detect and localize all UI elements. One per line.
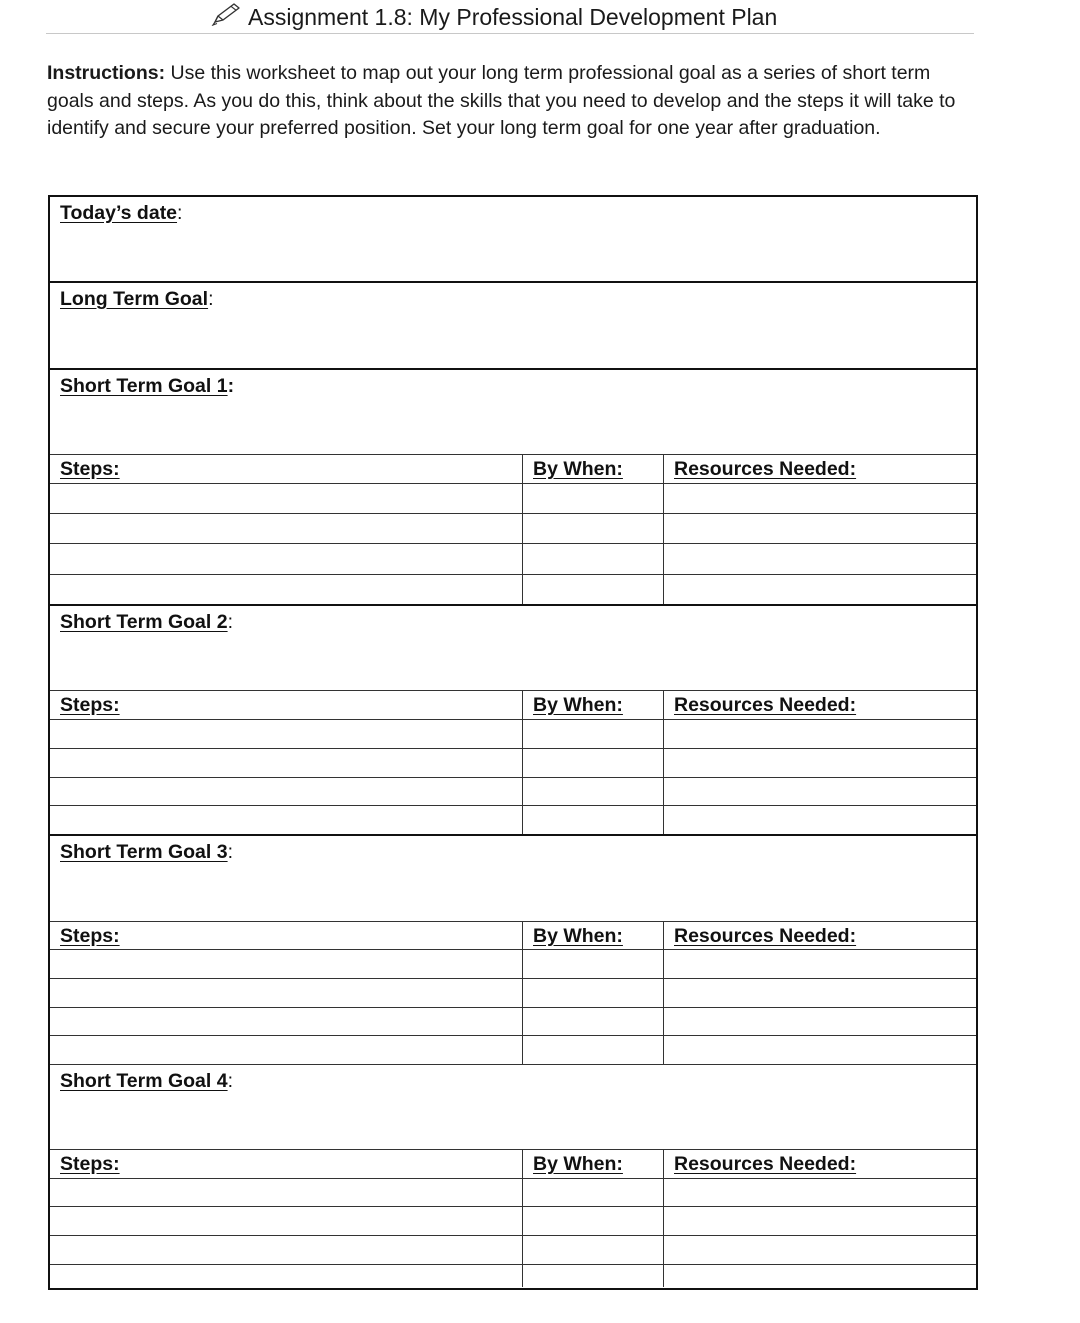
by-when-cell[interactable]	[523, 575, 664, 604]
pencil-icon	[210, 2, 242, 32]
steps-header-row	[50, 1150, 976, 1179]
steps-header: Steps:	[60, 1153, 120, 1175]
step-row[interactable]	[50, 1236, 976, 1265]
resources-needed-header: Resources Needed:	[674, 458, 857, 480]
by-when-cell[interactable]	[523, 720, 664, 748]
resources-cell[interactable]	[664, 1008, 976, 1035]
step-cell[interactable]	[50, 749, 523, 777]
by-when-cell[interactable]	[523, 749, 664, 777]
page-title	[210, 2, 777, 32]
step-cell[interactable]	[50, 514, 523, 543]
by-when-cell[interactable]	[523, 484, 664, 513]
step-row[interactable]	[50, 544, 976, 606]
short-term-goal-row[interactable]	[50, 606, 976, 691]
steps-header: Steps:	[60, 925, 120, 947]
step-cell[interactable]	[50, 1207, 523, 1235]
step-cell[interactable]	[50, 1179, 523, 1206]
by-when-cell[interactable]	[523, 1179, 664, 1206]
short-term-goal-row[interactable]	[50, 1065, 976, 1150]
by-when-cell[interactable]	[523, 1236, 664, 1264]
step-row[interactable]	[50, 979, 976, 1008]
steps-header-row	[50, 691, 976, 720]
steps-header-row	[50, 922, 976, 950]
resources-cell[interactable]	[664, 514, 976, 543]
step-cell[interactable]	[50, 1036, 523, 1064]
short-term-goal-label: Short Term Goal 3:	[60, 841, 234, 863]
by-when-header: By When:	[533, 458, 623, 480]
resources-cell[interactable]	[664, 979, 976, 1007]
by-when-header: By When:	[533, 925, 623, 947]
step-cell[interactable]	[50, 806, 523, 834]
step-row[interactable]	[50, 778, 976, 806]
resources-cell[interactable]	[664, 1036, 976, 1064]
resources-cell[interactable]	[664, 720, 976, 748]
resources-cell[interactable]	[664, 749, 976, 777]
step-cell[interactable]	[50, 1236, 523, 1264]
short-term-goal-label: Short Term Goal 1:	[60, 375, 235, 397]
step-row[interactable]	[50, 1207, 976, 1236]
step-row[interactable]	[50, 720, 976, 749]
steps-header: Steps:	[60, 694, 120, 716]
resources-cell[interactable]	[664, 778, 976, 805]
instructions-label: Instructions:	[47, 62, 166, 84]
step-row[interactable]	[50, 1008, 976, 1036]
step-cell[interactable]	[50, 484, 523, 513]
step-row[interactable]	[50, 749, 976, 778]
resources-needed-header: Resources Needed:	[674, 1153, 857, 1175]
step-cell[interactable]	[50, 720, 523, 748]
resources-cell[interactable]	[664, 1265, 976, 1287]
development-plan-table	[48, 195, 978, 1290]
by-when-cell[interactable]	[523, 514, 664, 543]
title-text: Assignment 1.8: My Professional Development Plan	[248, 3, 778, 30]
short-term-goal-label: Short Term Goal 2:	[60, 611, 234, 633]
step-row[interactable]	[50, 950, 976, 979]
by-when-cell[interactable]	[523, 806, 664, 834]
instructions-text: Use this worksheet to map out your long term professional goal as a series of short term goals and steps. As you do this, think about the skills that you need to develop and the steps it will take to identify and secure your preferred position. Set your long term goal for one year after graduation.	[47, 62, 956, 139]
resources-needed-header: Resources Needed:	[674, 694, 857, 716]
by-when-cell[interactable]	[523, 778, 664, 805]
todays-date-label: Today’s date:	[60, 202, 183, 224]
title-divider	[46, 33, 974, 34]
by-when-cell[interactable]	[523, 950, 664, 978]
step-cell[interactable]	[50, 950, 523, 978]
step-row[interactable]	[50, 514, 976, 544]
by-when-cell[interactable]	[523, 1008, 664, 1035]
resources-cell[interactable]	[664, 1179, 976, 1206]
short-term-goal-row[interactable]	[50, 836, 976, 922]
resources-cell[interactable]	[664, 806, 976, 834]
by-when-cell[interactable]	[523, 979, 664, 1007]
resources-needed-header: Resources Needed:	[674, 925, 857, 947]
step-row[interactable]	[50, 1265, 976, 1287]
todays-date-row[interactable]	[50, 197, 976, 283]
step-cell[interactable]	[50, 1265, 523, 1287]
by-when-header: By When:	[533, 1153, 623, 1175]
steps-header: Steps:	[60, 458, 120, 480]
resources-cell[interactable]	[664, 1207, 976, 1235]
step-row[interactable]	[50, 1036, 976, 1065]
step-cell[interactable]	[50, 575, 523, 604]
step-row[interactable]	[50, 484, 976, 514]
by-when-cell[interactable]	[523, 1207, 664, 1235]
step-cell[interactable]	[50, 778, 523, 805]
steps-header-row	[50, 455, 976, 484]
resources-cell[interactable]	[664, 484, 976, 513]
resources-cell[interactable]	[664, 575, 976, 604]
by-when-header: By When:	[533, 694, 623, 716]
instructions-paragraph	[47, 60, 982, 143]
step-row[interactable]	[50, 806, 976, 836]
long-term-goal-label: Long Term Goal:	[60, 288, 214, 310]
by-when-cell[interactable]	[523, 1036, 664, 1064]
by-when-cell[interactable]	[523, 1265, 664, 1287]
short-term-goal-row[interactable]	[50, 370, 976, 455]
long-term-goal-row[interactable]	[50, 283, 976, 370]
step-cell[interactable]	[50, 1008, 523, 1035]
step-cell[interactable]	[50, 979, 523, 1007]
short-term-goal-label: Short Term Goal 4:	[60, 1070, 234, 1092]
resources-cell[interactable]	[664, 1236, 976, 1264]
resources-cell[interactable]	[664, 950, 976, 978]
step-row[interactable]	[50, 1179, 976, 1207]
